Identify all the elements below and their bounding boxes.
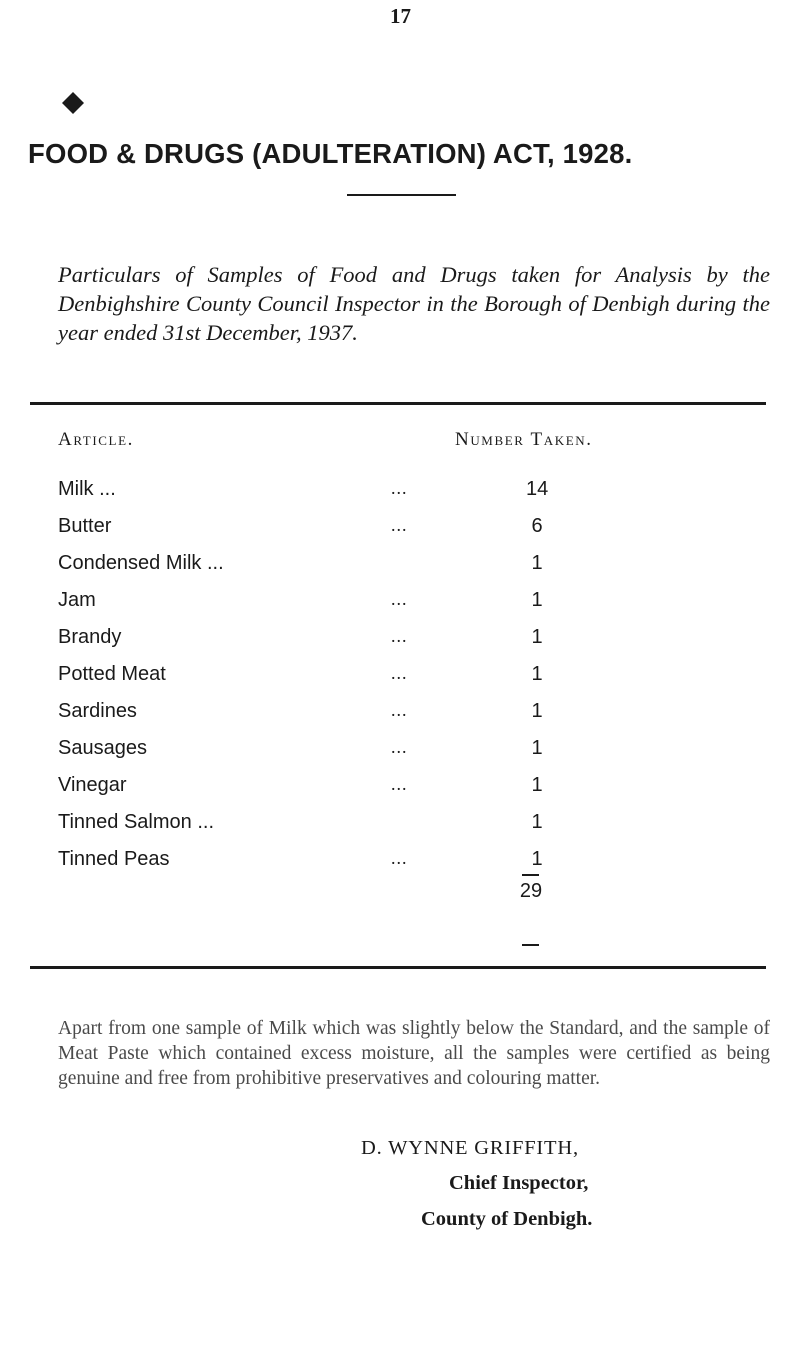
page-number: 17 (390, 4, 411, 28)
total-rule-bottom (522, 944, 539, 946)
row-count: 1 (531, 811, 543, 833)
table-row (58, 848, 658, 878)
row-count: 14 (526, 478, 549, 500)
row-article: Milk ... (58, 478, 116, 500)
signature-name: D. WYNNE GRIFFITH, (361, 1137, 579, 1159)
closing-paragraph: Apart from one sample of Milk which was slightly below the Standard, and the sample of Meat Paste which contained excess moisture, all the samples were certified as being genuine and free from prohibitive preservatives and colouring matter. (58, 1018, 770, 1089)
row-count: 1 (531, 774, 543, 796)
signature-place: County of Denbigh. (421, 1208, 593, 1230)
table-bottom-rule (30, 966, 766, 969)
row-count: 1 (531, 737, 543, 759)
row-dots: ... (391, 737, 408, 757)
row-dots: ... (391, 589, 408, 609)
table-top-rule (30, 402, 766, 405)
total-count: 29 (519, 880, 543, 902)
row-count: 1 (531, 552, 543, 574)
column-header-number-taken: Number Taken. (455, 429, 593, 450)
row-article: Sardines (58, 700, 137, 722)
table-row (58, 737, 658, 767)
row-dots: ... (391, 478, 408, 498)
title-divider (347, 194, 456, 196)
row-dots: ... (391, 848, 408, 868)
row-count: 1 (531, 626, 543, 648)
row-dots: ... (391, 626, 408, 646)
table-row (58, 589, 658, 619)
row-dots: ... (391, 774, 408, 794)
table-row (58, 515, 658, 545)
table-row (58, 626, 658, 656)
row-article: Tinned Salmon ... (58, 811, 215, 833)
document-title: FOOD & DRUGS (ADULTERATION) ACT, 1928. (28, 138, 633, 169)
row-article: Jam (58, 589, 96, 611)
intro-paragraph: Particulars of Samples of Food and Drugs taken for Analysis by the Denbighshire County Council Inspector in the Borough of Denbigh during the year ended 31st December, 1937. (58, 262, 770, 345)
row-count: 1 (531, 700, 543, 722)
column-header-article: Article. (58, 429, 134, 450)
diamond-icon (62, 92, 84, 114)
row-dots: ... (391, 515, 408, 535)
row-article: Butter (58, 515, 112, 537)
row-article: Brandy (58, 626, 122, 648)
row-article: Tinned Peas (58, 848, 170, 870)
table-row (58, 811, 658, 841)
row-dots: ... (391, 663, 408, 683)
table-row (58, 478, 658, 508)
total-rule-top (522, 874, 539, 876)
signature-title: Chief Inspector, (449, 1172, 589, 1194)
table-row (58, 774, 658, 804)
row-count: 1 (531, 589, 543, 611)
table-row (58, 663, 658, 693)
row-article: Sausages (58, 737, 147, 759)
table-row (58, 700, 658, 730)
row-count: 1 (531, 663, 543, 685)
row-dots: ... (391, 700, 408, 720)
row-count: 1 (531, 848, 543, 870)
table-row (58, 552, 658, 582)
row-article: Condensed Milk ... (58, 552, 224, 574)
row-count: 6 (531, 515, 543, 537)
row-article: Vinegar (58, 774, 127, 796)
row-article: Potted Meat (58, 663, 166, 685)
